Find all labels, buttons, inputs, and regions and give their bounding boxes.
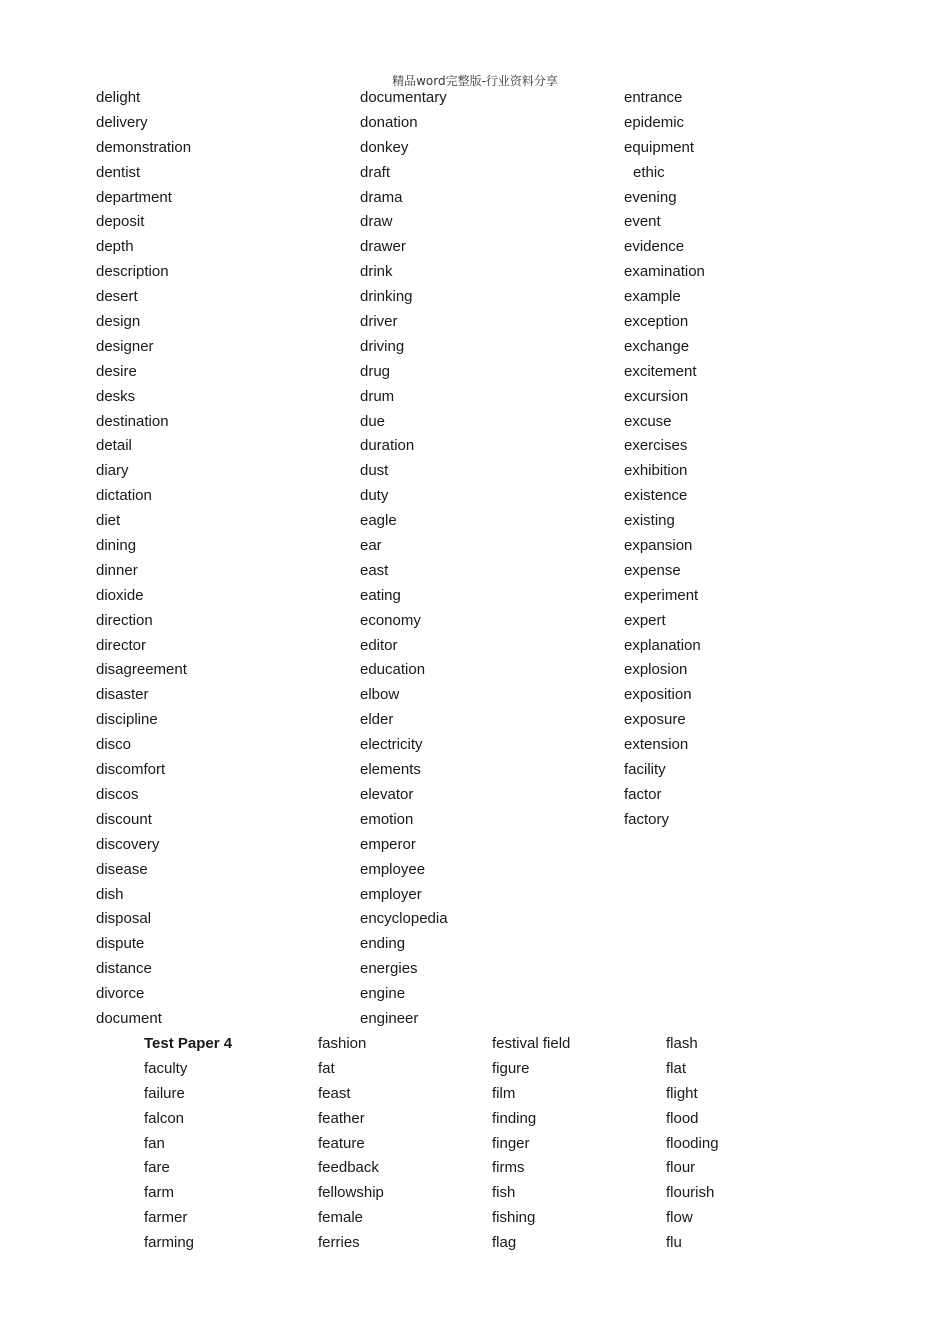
word-item: elbow [360,686,400,704]
word-item: fan [144,1134,165,1152]
word-item: detail [96,437,132,455]
word-item: disaster [96,686,149,704]
word-item: driver [360,313,398,331]
word-item: distance [96,960,152,978]
word-item: desks [96,387,136,405]
word-item: dish [96,885,124,903]
word-item: fare [144,1159,170,1177]
word-item: employee [360,860,426,878]
word-item: divorce [96,985,145,1003]
word-item: flooding [666,1134,719,1152]
word-item: finding [492,1109,537,1127]
word-item: flood [666,1109,699,1127]
word-item: fishing [492,1209,536,1227]
word-item: film [492,1084,516,1102]
word-item: evening [624,188,677,206]
word-item: elder [360,711,394,729]
word-item: exception [624,313,689,331]
word-item: document [96,1009,162,1027]
word-item: draft [360,163,391,181]
word-item: disposal [96,910,152,928]
word-item: flour [666,1159,696,1177]
word-item: donkey [360,138,409,156]
word-item: draw [360,213,393,231]
word-item: director [96,636,147,654]
word-item: failure [144,1084,185,1102]
word-item: elevator [360,785,414,803]
word-item: excursion [624,387,689,405]
test-paper-column-3 [492,1032,570,1256]
test-paper-column-4 [666,1032,719,1256]
word-item: extension [624,736,689,754]
word-item: drawer [360,238,406,256]
word-item: discount [96,810,152,828]
word-item: driving [360,337,405,355]
word-item: donation [360,113,418,131]
word-item: drug [360,362,391,380]
word-item: ethic [633,163,665,181]
word-item: ear [360,537,382,555]
word-item: figure [492,1059,530,1077]
word-item: depth [96,238,134,256]
word-item: dentist [96,163,141,181]
word-item: facility [624,761,666,779]
word-item: festival field [492,1035,571,1052]
word-column-3 [624,86,705,833]
word-item: feedback [318,1159,379,1177]
word-item: fish [492,1184,516,1202]
word-item: expansion [624,537,693,555]
word-item: discipline [96,711,158,729]
word-item: fat [318,1059,335,1077]
word-item: fellowship [318,1184,384,1202]
word-item: farm [144,1184,174,1202]
word-item: discovery [96,835,160,853]
word-item: desire [96,362,137,380]
word-item: deposit [96,213,145,231]
word-item: flag [492,1234,517,1252]
word-item: excitement [624,362,697,380]
word-item: exhibition [624,462,688,480]
word-item: direction [96,611,153,629]
word-item: elements [360,761,421,779]
word-item: female [318,1209,364,1227]
word-item: examination [624,263,705,281]
word-item: engine [360,985,406,1003]
word-item: delight [96,89,141,106]
word-item: event [624,213,661,231]
word-item: exposition [624,686,692,704]
word-item: disco [96,736,132,754]
test-paper-column-2 [318,1032,384,1256]
word-item: falcon [144,1109,185,1127]
word-item: existing [624,512,675,530]
word-item: epidemic [624,113,685,131]
word-item: department [96,188,172,206]
word-item: excuse [624,412,672,430]
word-item: flow [666,1209,693,1227]
word-item: disease [96,860,148,878]
word-item: dining [96,537,137,555]
word-item: dioxide [96,586,144,604]
word-item: economy [360,611,421,629]
word-item: ferries [318,1234,360,1252]
word-item: eating [360,586,401,604]
word-item: entrance [624,89,683,106]
word-item: ending [360,935,406,953]
word-item: dinner [96,561,138,579]
test-paper-heading: Test Paper 4 [144,1035,233,1052]
word-item: exposure [624,711,686,729]
word-item: dust [360,462,389,480]
word-item: experiment [624,586,699,604]
word-item: example [624,288,681,306]
word-item: faculty [144,1059,188,1077]
word-item: discos [96,785,139,803]
word-item: flu [666,1234,682,1252]
word-item: diary [96,462,129,480]
word-item: explosion [624,661,688,679]
word-item: dispute [96,935,145,953]
word-item: flash [666,1035,698,1052]
word-item: feature [318,1134,365,1152]
page-header: 精品word完整版-行业资料分享 [392,74,558,88]
word-item: farming [144,1234,195,1252]
word-item: demonstration [96,138,192,156]
word-item: drama [360,188,403,206]
word-item: duty [360,487,389,505]
word-item: feather [318,1109,365,1127]
word-item: emperor [360,835,416,853]
word-item: disagreement [96,661,187,679]
word-item: expert [624,611,666,629]
word-item: equipment [624,138,695,156]
word-item: explanation [624,636,701,654]
word-item: editor [360,636,398,654]
word-item: feast [318,1084,351,1102]
word-item: flight [666,1084,698,1102]
word-column-1 [96,86,191,1032]
word-item: factor [624,785,662,803]
word-item: flourish [666,1184,715,1202]
word-item: due [360,412,386,430]
word-item: factory [624,810,670,828]
word-item: desert [96,288,138,306]
word-item: firms [492,1159,525,1177]
word-item: description [96,263,169,281]
word-item: exercises [624,437,688,455]
word-item: electricity [360,736,423,754]
word-item: design [96,313,141,331]
word-item: encyclopedia [360,910,448,928]
word-item: delivery [96,113,148,131]
word-item: farmer [144,1209,188,1227]
word-item: education [360,661,426,679]
word-item: engineer [360,1009,419,1027]
word-column-2 [360,86,448,1032]
word-item: finger [492,1134,530,1152]
word-item: expense [624,561,681,579]
word-item: designer [96,337,154,355]
word-item: evidence [624,238,685,256]
word-item: east [360,561,389,579]
word-item: discomfort [96,761,166,779]
word-item: drinking [360,288,413,306]
word-item: drum [360,387,395,405]
word-item: energies [360,960,418,978]
word-item: existence [624,487,688,505]
word-item: exchange [624,337,690,355]
word-item: drink [360,263,393,281]
word-item: documentary [360,89,447,106]
word-item: duration [360,437,415,455]
word-item: destination [96,412,169,430]
word-item: emotion [360,810,414,828]
test-paper-column-1 [144,1032,232,1256]
word-item: employer [360,885,422,903]
word-item: fashion [318,1035,367,1052]
word-item: diet [96,512,121,530]
word-item: dictation [96,487,152,505]
word-item: flat [666,1059,687,1077]
word-item: eagle [360,512,397,530]
